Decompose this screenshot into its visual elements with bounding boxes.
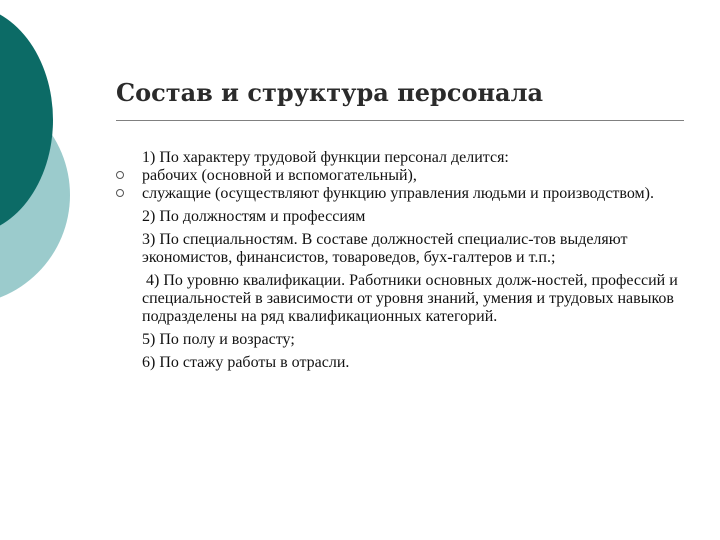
slide-body [142,149,687,372]
title-divider [116,120,684,121]
list-item: 5) По полу и возрасту; [142,331,295,348]
bullet-item [142,167,687,185]
list-item: 4) По уровню квалификации. Работники основных долж-ностей, профессий и специальностей в зависимости от уровня знаний, умения и трудовых навыков подразделены на ряд квалификационных категорий. [142,272,682,325]
bullet-text: служащие (осуществляют функцию управления людьми и производством). [142,185,654,202]
intro-line: 1) По характеру трудовой функции персонал делится: [142,149,509,166]
circle-bullet-icon [116,171,124,179]
list-item: 2) По должностям и профессиям [142,208,366,225]
decorative-circles [0,0,130,300]
circle-bullet-icon [116,189,124,197]
list-item: 3) По специальностям. В составе должностей специалис-тов выделяют экономистов, финансистов, товароведов, бух-галтеров и т.п.; [142,231,628,266]
list-item: 6) По стажу работы в отрасли. [142,354,350,371]
bullet-item [142,185,687,203]
slide-title: Состав и структура персонала [116,78,544,107]
bullet-text: рабочих (основной и вспомогательный), [142,167,417,184]
